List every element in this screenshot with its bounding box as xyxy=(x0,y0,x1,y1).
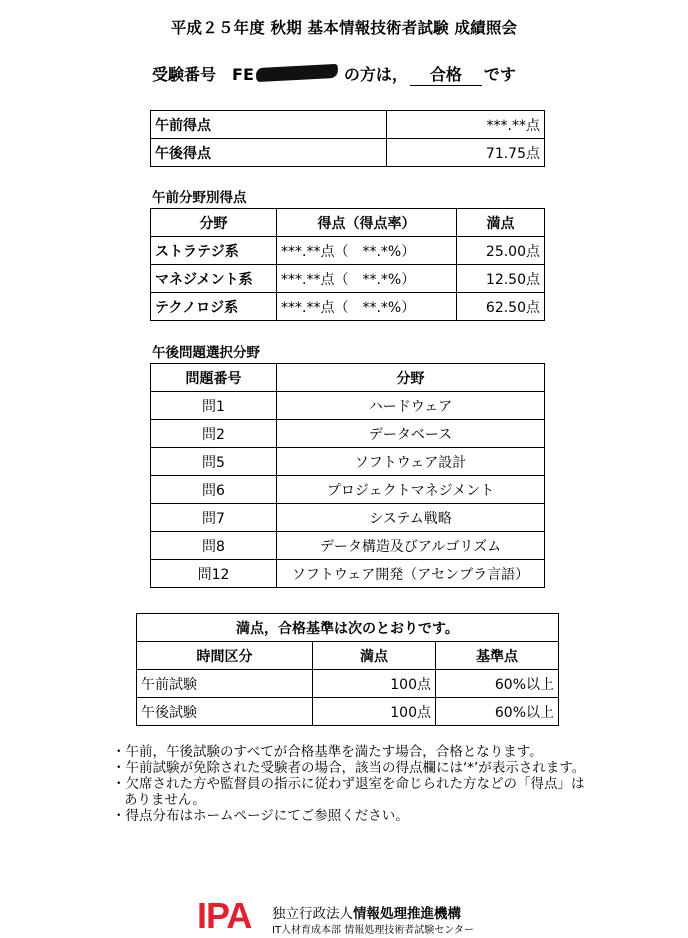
exam-number-label: 受験番号 xyxy=(152,65,217,84)
exam-result-line xyxy=(152,62,516,86)
score-text: ***.**点 xyxy=(281,271,335,288)
exam-mid-text: の方は， xyxy=(343,65,408,84)
am-field-table xyxy=(150,208,545,321)
field-score xyxy=(277,237,457,265)
question-field: ソフトウェア設計 xyxy=(277,448,545,476)
question-number: 問5 xyxy=(151,448,277,476)
table-row xyxy=(151,532,545,560)
table-row xyxy=(151,293,545,321)
question-field: ソフトウェア開発（アセンブラ言語） xyxy=(277,560,545,588)
score-table xyxy=(150,110,545,167)
field-name: ストラテジ系 xyxy=(151,237,277,265)
score-value: ***.**点 xyxy=(387,111,545,139)
column-header: 得点（得点率） xyxy=(277,209,457,237)
score-value: 71.75点 xyxy=(387,139,545,167)
table-row xyxy=(151,139,545,167)
org-title: 情報処理推進機構 xyxy=(353,906,461,922)
exam-suffix: です xyxy=(483,65,516,84)
table-header-row xyxy=(137,642,559,670)
exam-id: FE xyxy=(232,65,254,84)
rate-text: （ **.*%） xyxy=(334,299,416,316)
note-item: ・午前試験が免除された受験者の場合，該当の得点欄には‘*’が表示されます。 xyxy=(112,760,586,776)
rate-text: （ **.*%） xyxy=(334,271,416,288)
question-field: データベース xyxy=(277,420,545,448)
table-row xyxy=(151,265,545,293)
criteria-caption: 満点，合格基準は次のとおりです。 xyxy=(137,614,559,642)
field-name: マネジメント系 xyxy=(151,265,277,293)
table-header-row xyxy=(151,364,545,392)
table-row xyxy=(151,237,545,265)
column-header: 満点 xyxy=(313,642,436,670)
question-number: 問12 xyxy=(151,560,277,588)
note-item: ・午前，午後試験のすべてが合格基準を満たす場合，合格となります。 xyxy=(112,744,543,760)
table-row xyxy=(137,670,559,698)
am-section-title: 午前分野別得点 xyxy=(152,190,247,206)
period-label: 午前試験 xyxy=(137,670,313,698)
question-field: ハードウェア xyxy=(277,392,545,420)
question-number: 問1 xyxy=(151,392,277,420)
column-header: 基準点 xyxy=(436,642,559,670)
column-header: 分野 xyxy=(151,209,277,237)
table-header-row xyxy=(151,209,545,237)
org-name xyxy=(272,902,461,922)
score-label: 午前得点 xyxy=(151,111,387,139)
rate-text: （ **.*%） xyxy=(334,243,416,260)
pass-criterion: 60%以上 xyxy=(436,670,559,698)
department-name: IT人材育成本部 情報処理技術者試験センター xyxy=(272,925,474,936)
criteria-table xyxy=(136,613,559,726)
field-name: テクノロジ系 xyxy=(151,293,277,321)
ipa-logo: IPA xyxy=(197,895,252,936)
column-header: 満点 xyxy=(457,209,545,237)
question-number: 問7 xyxy=(151,504,277,532)
field-max: 12.50点 xyxy=(457,265,545,293)
table-row xyxy=(151,448,545,476)
column-header: 分野 xyxy=(277,364,545,392)
question-number: 問6 xyxy=(151,476,277,504)
notes-list xyxy=(112,744,592,824)
table-row xyxy=(151,111,545,139)
table-caption-row xyxy=(137,614,559,642)
table-row xyxy=(151,476,545,504)
question-number: 問8 xyxy=(151,532,277,560)
max-score: 100点 xyxy=(313,670,436,698)
period-label: 午後試験 xyxy=(137,698,313,726)
column-header: 時間区分 xyxy=(137,642,313,670)
note-item: ・得点分布はホームページにてご参照ください。 xyxy=(112,808,409,824)
score-text: ***.**点 xyxy=(281,299,335,316)
question-field: プロジェクトマネジメント xyxy=(277,476,545,504)
table-row xyxy=(151,560,545,588)
page-title: 平成２５年度 秋期 基本情報技術者試験 成績照会 xyxy=(170,19,518,37)
table-row xyxy=(151,392,545,420)
table-row xyxy=(151,504,545,532)
question-field: システム戦略 xyxy=(277,504,545,532)
field-score xyxy=(277,293,457,321)
org-prefix: 独立行政法人 xyxy=(272,906,353,922)
pass-criterion: 60%以上 xyxy=(436,698,559,726)
result-value: 合格 xyxy=(410,62,482,86)
question-field: データ構造及びアルゴリズム xyxy=(277,532,545,560)
pm-section-title: 午後問題選択分野 xyxy=(152,345,260,361)
field-max: 62.50点 xyxy=(457,293,545,321)
question-number: 問2 xyxy=(151,420,277,448)
max-score: 100点 xyxy=(313,698,436,726)
redaction-mark xyxy=(256,64,339,82)
score-text: ***.**点 xyxy=(281,243,335,260)
field-max: 25.00点 xyxy=(457,237,545,265)
note-item: ・欠席された方や監督員の指示に従わず退室を命じられた方などの「得点」はありません。 xyxy=(112,776,585,808)
table-row xyxy=(137,698,559,726)
column-header: 問題番号 xyxy=(151,364,277,392)
pm-field-table xyxy=(150,363,545,588)
field-score xyxy=(277,265,457,293)
table-row xyxy=(151,420,545,448)
score-label: 午後得点 xyxy=(151,139,387,167)
